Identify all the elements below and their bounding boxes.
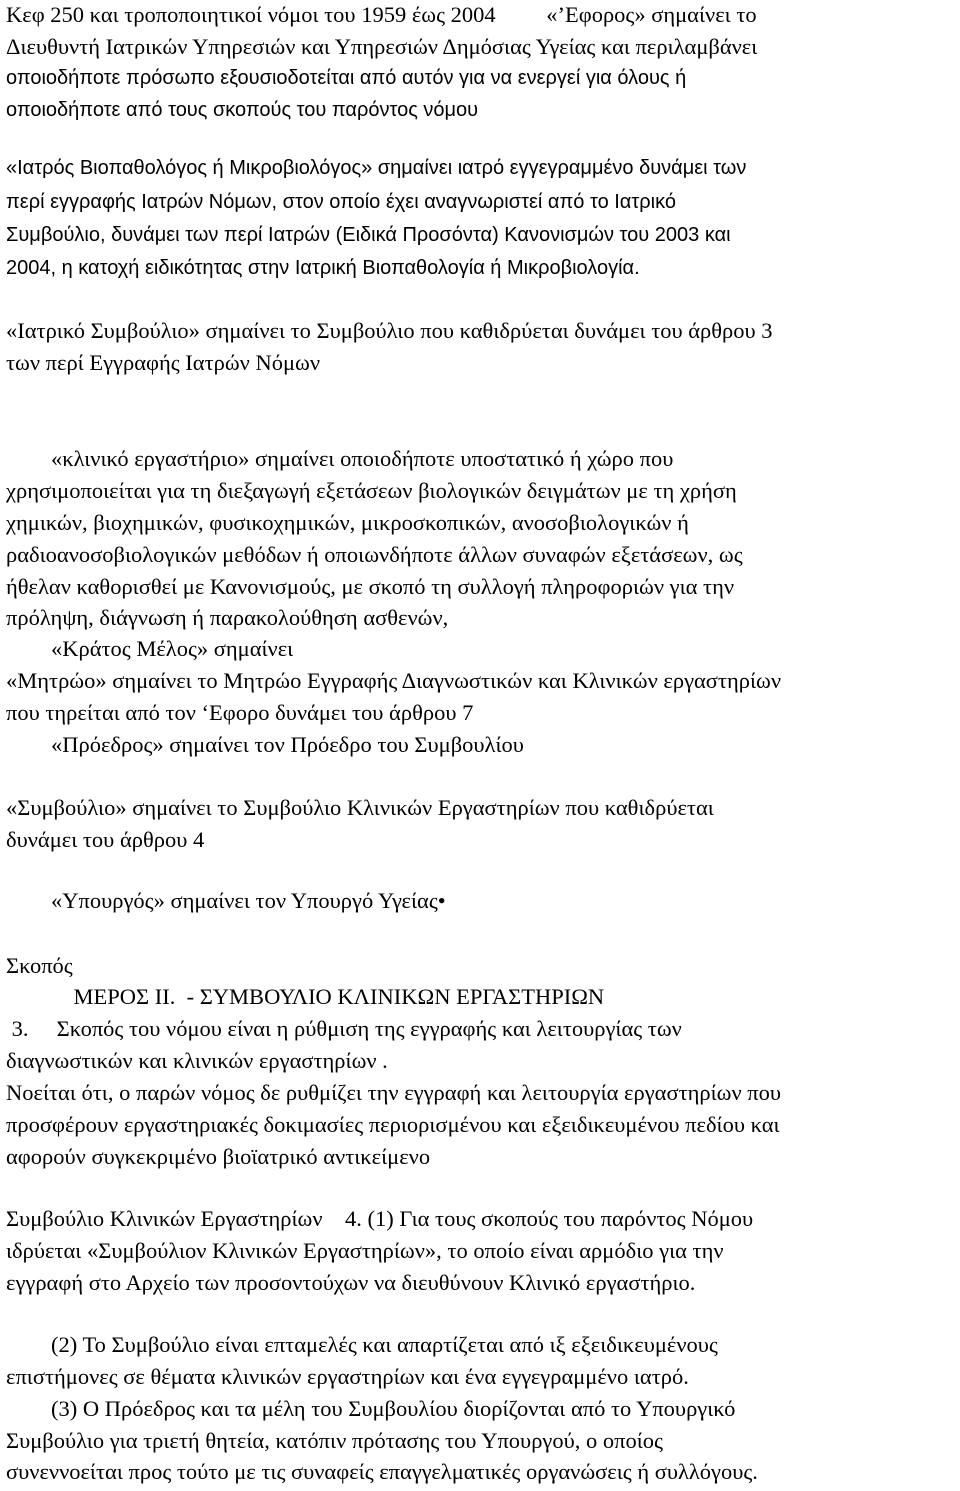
section-heading: Σκοπός: [6, 953, 73, 978]
text-line: «Υπουργός» σημαίνει τον Υπουργό Υγείας•: [6, 888, 446, 913]
text-line: που τηρείται από τον ‘Εφορο δυνάμει του άρθρου 7: [6, 700, 474, 725]
text-line: αφορούν συγκεκριμένο βιοϊατρικό αντικείμενο: [6, 1144, 431, 1169]
text-line: Συμβούλιο, δυνάμει των περί Ιατρών (Ειδικά Προσόντα) Κανονισμών του 2003 και: [6, 224, 731, 246]
text-line: ραδιοανοσοβιολογικών μεθόδων ή οποιωνδήποτε άλλων συναφών εξετάσεων, ως: [6, 542, 743, 567]
text-line: «Μητρώο» σημαίνει το Μητρώο Εγγραφής Διαγνωστικών και Κλινικών εργαστηρίων: [6, 668, 781, 693]
text-line: 2004, η κατοχή ειδικότητας στην Ιατρική Βιοπαθολογία ή Μικροβιολογία.: [6, 257, 640, 279]
text-line: Συμβούλιο για τριετή θητεία, κατόπιν πρότασης του Υπουργού, ο οποίος: [6, 1428, 663, 1453]
text-line: 3. Σκοπός του νόμου είναι η ρύθμιση της εγγραφής και λειτουργίας των: [6, 1016, 682, 1041]
text-line: οποιοδήποτε πρόσωπο εξουσιοδοτείται από αυτόν για να ενεργεί για όλους ή: [6, 67, 687, 89]
text-line: «Ιατρικό Συμβούλιο» σημαίνει το Συμβούλιο που καθιδρύεται δυνάμει του άρθρου 3: [6, 318, 773, 343]
text-line: «Ιατρός Βιοπαθολόγος ή Μικροβιολόγος» σημαίνει ιατρό εγγεγραμμένο δυνάμει των: [6, 157, 747, 179]
text-line: ήθελαν καθορισθεί με Κανονισμούς, με σκοπό τη συλλογή πληροφοριών για την: [6, 574, 735, 599]
text-line: Νοείται ότι, ο παρών νόμος δε ρυθμίζει την εγγραφή και λειτουργία εργαστηρίων που: [6, 1080, 782, 1105]
text-line: οποιοδήποτε από τους σκοπούς του παρόντος νόμου: [6, 99, 479, 121]
text-line: συνεννοείται προς τούτο με τις συναφείς επαγγελματικές οργανώσεις ή συλλόγους.: [6, 1459, 758, 1484]
text-line: Διευθυντή Ιατρικών Υπηρεσιών και Υπηρεσιών Δημόσιας Υγείας και περιλαμβάνει: [6, 34, 758, 59]
text-line: προσφέρουν εργαστηριακές δοκιμασίες περιορισμένου και εξειδικευμένου πεδίου και: [6, 1112, 780, 1137]
text-line: των περί Εγγραφής Ιατρών Νόμων: [6, 350, 321, 375]
part-heading: ΜΕΡΟΣ ΙΙ. - ΣΥΜΒΟΥΛΙΟ ΚΛΙΝΙΚΩΝ ΕΡΓΑΣΤΗΡΙΩΝ: [6, 984, 605, 1009]
text-line: χημικών, βιοχημικών, φυσικοχημικών, μικροσκοπικών, ανοσοβιολογικών ή: [6, 510, 689, 535]
text-line: πρόληψη, διάγνωση ή παρακολούθηση ασθενών,: [6, 605, 449, 630]
text-line: επιστήμονες σε θέματα κλινικών εργαστηρίων και ένα εγγεγραμμένο ιατρό.: [6, 1364, 689, 1389]
text-line: δυνάμει του άρθρου 4: [6, 827, 205, 852]
text-line: «Συμβούλιο» σημαίνει το Συμβούλιο Κλινικών Εργαστηρίων που καθιδρύεται: [6, 795, 714, 820]
text-line: χρησιμοποιείται για τη διεξαγωγή εξετάσεων βιολογικών δειγμάτων με τη χρήση: [6, 478, 737, 503]
text-line: «κλινικό εργαστήριο» σημαίνει οποιοδήποτε υποστατικό ή χώρο που: [6, 446, 674, 471]
text-line: ιδρύεται «Συμβούλιον Κλινικών Εργαστηρίων», το οποίο είναι αρμόδιο για την: [6, 1238, 724, 1263]
text-line: Κεφ 250 και τροποποιητικοί νόμοι του 1959 έως 2004 «’Εφορος» σημαίνει το: [6, 2, 757, 27]
text-line: Συμβούλιο Κλινικών Εργαστηρίων 4. (1) Για τους σκοπούς του παρόντος Νόμου: [6, 1206, 754, 1231]
text-line: περί εγγραφής Ιατρών Νόμων, στον οποίο έχει αναγνωριστεί από το Ιατρικό: [6, 191, 676, 213]
text-line: «Πρόεδρος» σημαίνει τον Πρόεδρο του Συμβουλίου: [6, 732, 524, 757]
text-line: «Κράτος Μέλος» σημαίνει: [6, 636, 294, 661]
text-line: διαγνωστικών και κλινικών εργαστηρίων .: [6, 1048, 388, 1073]
text-line: (3) Ο Πρόεδρος και τα μέλη του Συμβουλίου διορίζονται από το Υπουργικό: [6, 1396, 736, 1421]
text-line: εγγραφή στο Αρχείο των προσοντούχων να διευθύνουν Κλινικό εργαστήριο.: [6, 1270, 696, 1295]
text-line: (2) Το Συμβούλιο είναι επταμελές και απαρτίζεται από ιξ εξειδικευμένους: [6, 1332, 718, 1357]
